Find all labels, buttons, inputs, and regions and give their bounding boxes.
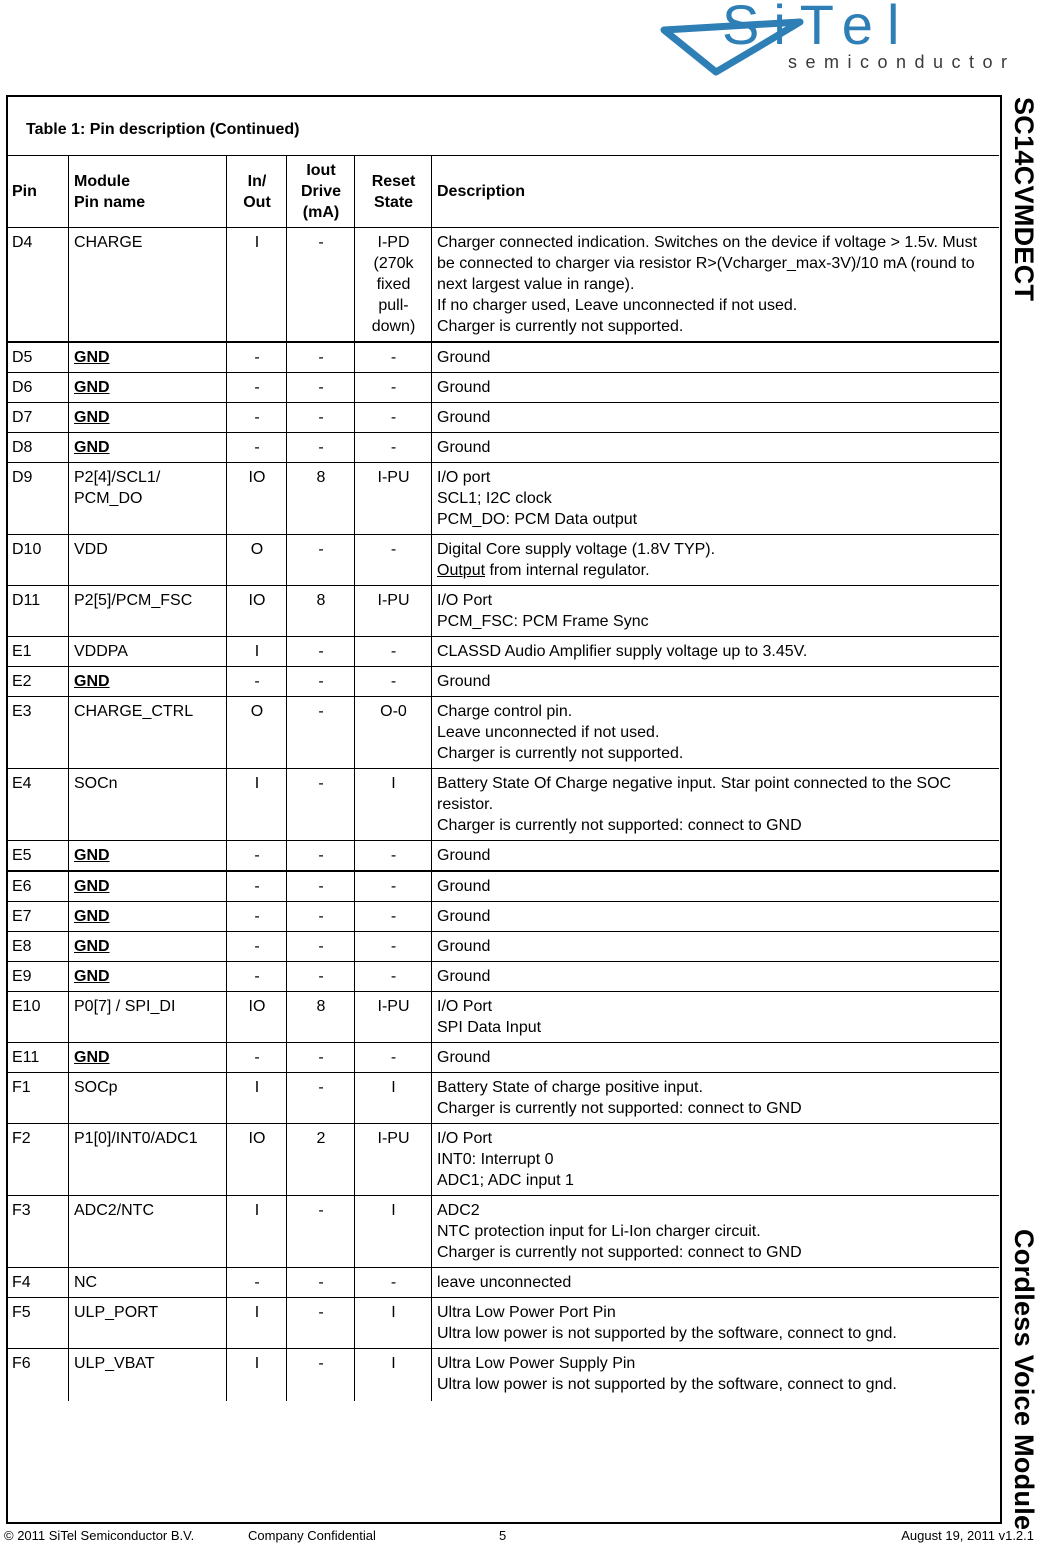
description-line: Ground (437, 1049, 491, 1066)
table-row (7, 1124, 999, 1196)
table-row (7, 1268, 999, 1298)
description-line: Charger is currently not supported: connect to GND (437, 1100, 802, 1117)
cell-iout-drive: - (287, 1073, 355, 1124)
product-subtitle: Cordless Voice Module (1009, 1229, 1039, 1531)
cell-pin: E9 (7, 962, 69, 992)
cell-description (432, 769, 1000, 841)
cell-module-pin-name: GND (69, 871, 227, 902)
table-row (7, 1073, 999, 1124)
cell-inout: IO (227, 1124, 287, 1196)
cell-iout-drive: - (287, 769, 355, 841)
cell-description (432, 433, 1000, 463)
description-line: PCM_FSC: PCM Frame Sync (437, 613, 649, 630)
cell-pin: D4 (7, 228, 69, 343)
description-line: If no charger used, Leave unconnected if not used. (437, 297, 798, 314)
cell-inout: IO (227, 586, 287, 637)
cell-module-pin-name: GND (69, 841, 227, 872)
cell-pin: D11 (7, 586, 69, 637)
cell-pin: E3 (7, 697, 69, 769)
cell-inout: - (227, 373, 287, 403)
cell-inout: - (227, 1268, 287, 1298)
cell-reset-state: - (355, 932, 432, 962)
table-header-row (7, 156, 999, 228)
cell-module-pin-name: GND (69, 667, 227, 697)
cell-reset-state: - (355, 902, 432, 932)
cell-iout-drive: 8 (287, 992, 355, 1043)
cell-module-pin-name: GND (69, 962, 227, 992)
cell-iout-drive: - (287, 433, 355, 463)
cell-inout: I (227, 1073, 287, 1124)
cell-description (432, 1073, 1000, 1124)
cell-reset-state: - (355, 342, 432, 373)
cell-reset-state: - (355, 1268, 432, 1298)
cell-iout-drive: - (287, 962, 355, 992)
cell-inout: - (227, 841, 287, 872)
cell-iout-drive: - (287, 902, 355, 932)
cell-iout-drive: - (287, 637, 355, 667)
table-row (7, 1298, 999, 1349)
cell-iout-drive: - (287, 1196, 355, 1268)
cell-iout-drive: - (287, 932, 355, 962)
header-reset: Reset State (355, 156, 432, 228)
cell-reset-state: I (355, 1196, 432, 1268)
cell-iout-drive: - (287, 228, 355, 343)
cell-inout: - (227, 962, 287, 992)
cell-reset-state: I (355, 769, 432, 841)
cell-iout-drive: - (287, 342, 355, 373)
cell-iout-drive: 2 (287, 1124, 355, 1196)
cell-description (432, 697, 1000, 769)
cell-inout: I (227, 769, 287, 841)
table-row (7, 403, 999, 433)
logo-tagline: semiconductor (788, 52, 1016, 72)
cell-iout-drive: - (287, 1043, 355, 1073)
cell-reset-state: I (355, 1298, 432, 1349)
cell-description (432, 992, 1000, 1043)
header-description: Description (432, 156, 1000, 228)
logo-brand: SiTel (722, 0, 914, 56)
cell-iout-drive: 8 (287, 463, 355, 535)
cell-pin: F2 (7, 1124, 69, 1196)
cell-iout-drive: - (287, 403, 355, 433)
cell-reset-state: I-PU (355, 586, 432, 637)
table-row (7, 697, 999, 769)
table-row (7, 932, 999, 962)
cell-module-pin-name: P0[7] / SPI_DI (69, 992, 227, 1043)
cell-description (432, 902, 1000, 932)
cell-pin: F6 (7, 1349, 69, 1402)
footer-date-version: August 19, 2011 v1.2.1 (901, 1528, 1034, 1543)
description-line: Charger connected indication. Switches on the device if voltage > 1.5v. Must be connected to charger via resistor R>(Vcharger_max-3V)/10 mA (round to next largest value in range). (437, 234, 978, 293)
cell-module-pin-name: NC (69, 1268, 227, 1298)
table-row (7, 871, 999, 902)
cell-pin: E6 (7, 871, 69, 902)
description-line: Charger is currently not supported: connect to GND (437, 817, 802, 834)
table-row (7, 637, 999, 667)
cell-reset-state: I-PU (355, 463, 432, 535)
cell-module-pin-name: GND (69, 403, 227, 433)
description-line: SPI Data Input (437, 1019, 542, 1036)
cell-inout: - (227, 403, 287, 433)
cell-pin: E2 (7, 667, 69, 697)
cell-description (432, 1268, 1000, 1298)
cell-reset-state: I (355, 1349, 432, 1402)
cell-reset-state: - (355, 871, 432, 902)
cell-pin: E1 (7, 637, 69, 667)
table-row (7, 433, 999, 463)
product-name: SC14CVMDECT (1009, 97, 1039, 302)
cell-description (432, 1043, 1000, 1073)
cell-description (432, 841, 1000, 872)
cell-reset-state: - (355, 373, 432, 403)
cell-pin: E11 (7, 1043, 69, 1073)
sitel-logo (660, 0, 1032, 78)
cell-module-pin-name: CHARGE (69, 228, 227, 343)
cell-reset-state: - (355, 667, 432, 697)
cell-reset-state: I (355, 1073, 432, 1124)
cell-pin: F1 (7, 1073, 69, 1124)
cell-module-pin-name: ULP_VBAT (69, 1349, 227, 1402)
description-line: Ground (437, 847, 491, 864)
cell-reset-state: - (355, 403, 432, 433)
cell-inout: - (227, 433, 287, 463)
cell-module-pin-name: ULP_PORT (69, 1298, 227, 1349)
cell-iout-drive: - (287, 841, 355, 872)
description-line: Ground (437, 409, 491, 426)
pin-rows (7, 228, 999, 1402)
description-line: Ultra Low Power Port Pin (437, 1304, 616, 1321)
cell-reset-state: - (355, 841, 432, 872)
cell-inout: I (227, 1196, 287, 1268)
table-row (7, 1349, 999, 1402)
cell-inout: - (227, 667, 287, 697)
cell-inout: - (227, 902, 287, 932)
cell-iout-drive: - (287, 1298, 355, 1349)
cell-description (432, 228, 1000, 343)
cell-iout-drive: - (287, 697, 355, 769)
description-line: SCL1; I2C clock (437, 490, 552, 507)
description-line: I/O Port (437, 998, 493, 1015)
cell-pin: E4 (7, 769, 69, 841)
description-line: Ground (437, 379, 491, 396)
cell-module-pin-name: GND (69, 342, 227, 373)
header-inout: In/ Out (227, 156, 287, 228)
pin-table (7, 155, 999, 1401)
cell-module-pin-name: GND (69, 1043, 227, 1073)
cell-pin: D10 (7, 535, 69, 586)
description-line: Battery State of charge positive input. (437, 1079, 703, 1096)
cell-reset-state: O-0 (355, 697, 432, 769)
cell-pin: D9 (7, 463, 69, 535)
cell-reset-state: - (355, 962, 432, 992)
table-row (7, 902, 999, 932)
cell-description (432, 463, 1000, 535)
cell-iout-drive: - (287, 1268, 355, 1298)
cell-inout: I (227, 1349, 287, 1402)
cell-description (432, 1196, 1000, 1268)
description-line: CLASSD Audio Amplifier supply voltage up to 3.45V. (437, 643, 808, 660)
cell-pin: D6 (7, 373, 69, 403)
table-row (7, 992, 999, 1043)
table-row (7, 463, 999, 535)
description-line: I/O port (437, 469, 491, 486)
cell-inout: - (227, 1043, 287, 1073)
description-line: Leave unconnected if not used. (437, 724, 660, 741)
cell-module-pin-name: GND (69, 433, 227, 463)
cell-description (432, 342, 1000, 373)
cell-module-pin-name: GND (69, 932, 227, 962)
cell-pin: E10 (7, 992, 69, 1043)
cell-module-pin-name: P2[4]/SCL1/ PCM_DO (69, 463, 227, 535)
description-line: Ultra low power is not supported by the software, connect to gnd. (437, 1376, 897, 1393)
cell-inout: I (227, 228, 287, 343)
cell-pin: E7 (7, 902, 69, 932)
table-row (7, 535, 999, 586)
description-line: ADC1; ADC input 1 (437, 1172, 574, 1189)
description-line: PCM_DO: PCM Data output (437, 511, 638, 528)
cell-reset-state: - (355, 535, 432, 586)
header-module: Module Pin name (69, 156, 227, 228)
description-line: I/O Port (437, 592, 493, 609)
header-iout: Iout Drive (mA) (287, 156, 355, 228)
description-line: INT0: Interrupt 0 (437, 1151, 554, 1168)
description-line: Charger is currently not supported. (437, 318, 684, 335)
cell-reset-state: - (355, 1043, 432, 1073)
cell-module-pin-name: SOCp (69, 1073, 227, 1124)
cell-module-pin-name: P1[0]/INT0/ADC1 (69, 1124, 227, 1196)
description-line: Ground (437, 938, 491, 955)
footer-confidential: Company Confidential (248, 1528, 376, 1543)
description-line: Ground (437, 878, 491, 895)
cell-inout: I (227, 637, 287, 667)
cell-pin: F4 (7, 1268, 69, 1298)
cell-description (432, 1124, 1000, 1196)
footer-copyright: © 2011 SiTel Semiconductor B.V. (4, 1528, 195, 1543)
table-row (7, 373, 999, 403)
description-line: Digital Core supply voltage (1.8V TYP). (437, 541, 716, 558)
cell-pin: E5 (7, 841, 69, 872)
table-row (7, 1196, 999, 1268)
cell-description (432, 535, 1000, 586)
cell-reset-state: I-PU (355, 992, 432, 1043)
cell-description (432, 586, 1000, 637)
table-row (7, 667, 999, 697)
description-line: Output from internal regulator. (437, 562, 650, 579)
cell-iout-drive: 8 (287, 586, 355, 637)
cell-inout: - (227, 932, 287, 962)
description-line: leave unconnected (437, 1274, 572, 1291)
description-line: Ultra Low Power Supply Pin (437, 1355, 636, 1372)
table-title: Table 1: Pin description (Continued) (26, 121, 300, 138)
cell-reset-state: - (355, 433, 432, 463)
cell-iout-drive: - (287, 1349, 355, 1402)
header-pin: Pin (7, 156, 69, 228)
cell-module-pin-name: VDDPA (69, 637, 227, 667)
cell-reset-state: I-PU (355, 1124, 432, 1196)
cell-pin: D8 (7, 433, 69, 463)
cell-inout: O (227, 697, 287, 769)
cell-inout: O (227, 535, 287, 586)
description-line: Charger is currently not supported. (437, 745, 684, 762)
description-line: Ground (437, 673, 491, 690)
cell-pin: F5 (7, 1298, 69, 1349)
description-line: Ground (437, 968, 491, 985)
table-row (7, 586, 999, 637)
description-line: Ultra low power is not supported by the software, connect to gnd. (437, 1325, 897, 1342)
cell-module-pin-name: ADC2/NTC (69, 1196, 227, 1268)
cell-inout: IO (227, 992, 287, 1043)
footer-page-number: 5 (499, 1528, 507, 1543)
cell-reset-state: I-PD (270k fixed pull-down) (355, 228, 432, 343)
description-line: Ground (437, 349, 491, 366)
cell-inout: - (227, 342, 287, 373)
cell-pin: D7 (7, 403, 69, 433)
description-line: Ground (437, 908, 491, 925)
cell-pin: E8 (7, 932, 69, 962)
cell-reset-state: - (355, 637, 432, 667)
description-line: Battery State Of Charge negative input. Star point connected to the SOC resistor. (437, 775, 952, 813)
cell-description (432, 667, 1000, 697)
cell-description (432, 871, 1000, 902)
description-line: Charger is currently not supported: connect to GND (437, 1244, 802, 1261)
description-line: ADC2 (437, 1202, 480, 1219)
cell-module-pin-name: GND (69, 902, 227, 932)
cell-iout-drive: - (287, 373, 355, 403)
cell-inout: - (227, 871, 287, 902)
cell-description (432, 373, 1000, 403)
table-row (7, 962, 999, 992)
table-row (7, 1043, 999, 1073)
cell-description (432, 1349, 1000, 1402)
cell-inout: I (227, 1298, 287, 1349)
cell-description (432, 962, 1000, 992)
cell-description (432, 932, 1000, 962)
description-line: Ground (437, 439, 491, 456)
description-line: NTC protection input for Li-Ion charger circuit. (437, 1223, 761, 1240)
cell-description (432, 1298, 1000, 1349)
table-row (7, 342, 999, 373)
cell-inout: IO (227, 463, 287, 535)
cell-iout-drive: - (287, 667, 355, 697)
description-line: I/O Port (437, 1130, 493, 1147)
cell-iout-drive: - (287, 535, 355, 586)
cell-pin: F3 (7, 1196, 69, 1268)
cell-module-pin-name: VDD (69, 535, 227, 586)
cell-iout-drive: - (287, 871, 355, 902)
table-row (7, 769, 999, 841)
cell-module-pin-name: CHARGE_CTRL (69, 697, 227, 769)
side-title (1008, 97, 1040, 1531)
cell-module-pin-name: P2[5]/PCM_FSC (69, 586, 227, 637)
table-row (7, 841, 999, 872)
table-row (7, 228, 999, 343)
cell-pin: D5 (7, 342, 69, 373)
cell-description (432, 403, 1000, 433)
cell-module-pin-name: GND (69, 373, 227, 403)
cell-description (432, 637, 1000, 667)
description-line: Charge control pin. (437, 703, 573, 720)
cell-module-pin-name: SOCn (69, 769, 227, 841)
